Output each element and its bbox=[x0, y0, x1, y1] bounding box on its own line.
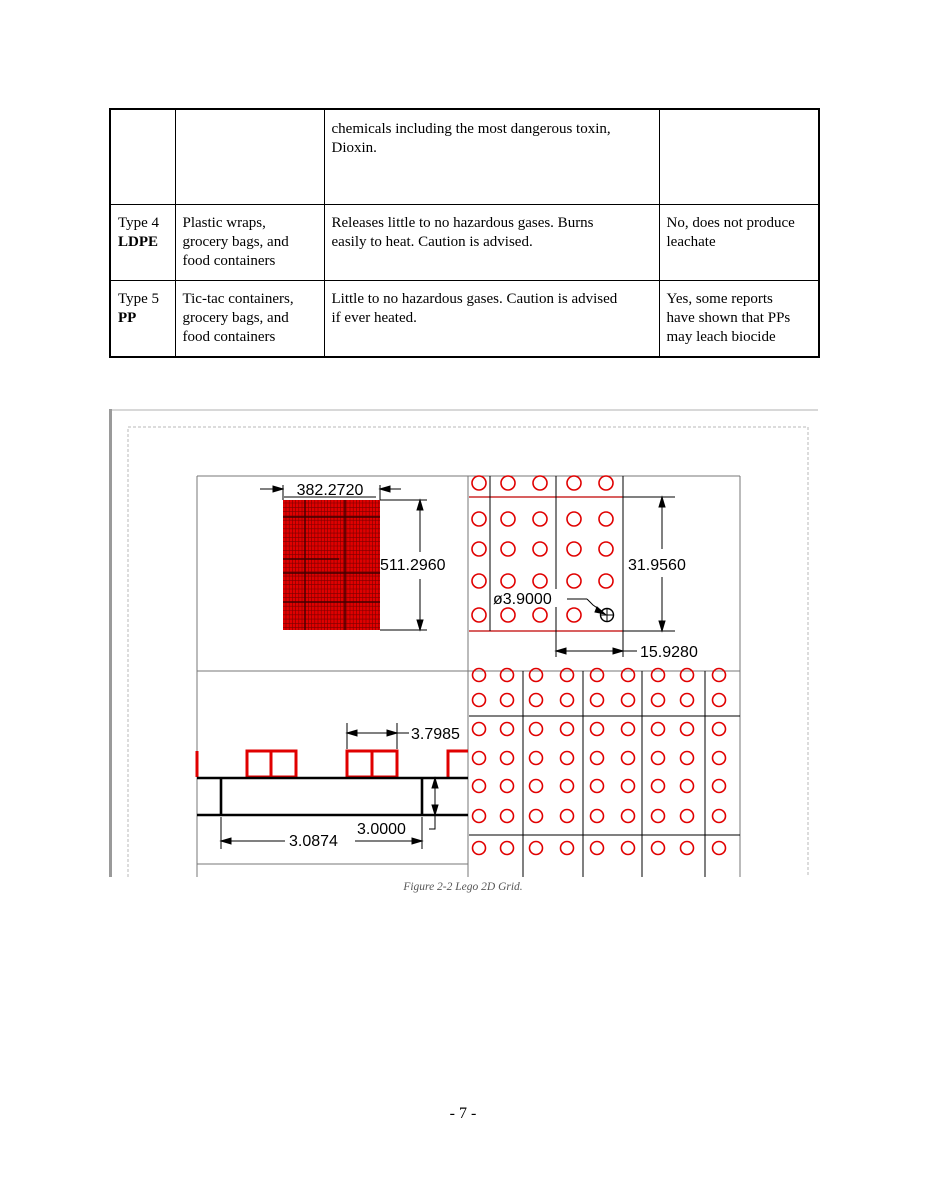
stud-circle bbox=[561, 694, 574, 707]
stud-circle bbox=[533, 574, 547, 588]
products-line: grocery bags, and bbox=[182, 234, 289, 250]
stud-circle bbox=[501, 723, 514, 736]
dimension-label: 31.9560 bbox=[628, 557, 686, 574]
dimension-label: 3.0000 bbox=[357, 821, 406, 838]
stud-circle bbox=[652, 694, 665, 707]
stud-circle bbox=[473, 810, 486, 823]
products-line: grocery bags, and bbox=[182, 310, 289, 326]
stud-circle bbox=[501, 512, 515, 526]
stud-circle bbox=[530, 669, 543, 682]
stud-circle bbox=[599, 574, 613, 588]
stud-circle bbox=[533, 542, 547, 556]
stud-circle bbox=[622, 752, 635, 765]
stud-circle bbox=[561, 723, 574, 736]
stud-circle bbox=[599, 542, 613, 556]
effects-line: Dioxin. bbox=[331, 140, 377, 156]
stud-circle bbox=[473, 669, 486, 682]
page-number: - 7 - bbox=[449, 1105, 477, 1122]
stud-circle bbox=[501, 608, 515, 622]
effects-line: Releases little to no hazardous gases. Burns bbox=[331, 215, 594, 231]
stud-circle bbox=[681, 842, 694, 855]
stud-circle bbox=[501, 574, 515, 588]
stud-circle bbox=[530, 842, 543, 855]
brick-profile bbox=[197, 778, 468, 815]
stud-profiles bbox=[197, 751, 468, 777]
stud-circle bbox=[652, 842, 665, 855]
stud-circle bbox=[713, 723, 726, 736]
stud-circle bbox=[681, 810, 694, 823]
stud-grid-panel bbox=[469, 669, 740, 878]
stud-circle bbox=[713, 669, 726, 682]
stud-circle bbox=[567, 574, 581, 588]
stud-circle bbox=[473, 694, 486, 707]
stud-circle bbox=[567, 542, 581, 556]
stud-circle bbox=[501, 752, 514, 765]
stud-diameter-leader bbox=[567, 599, 614, 622]
effects-line: chemicals including the most dangerous toxin, bbox=[331, 121, 611, 137]
stud-circle bbox=[501, 669, 514, 682]
type-cell bbox=[110, 109, 175, 205]
type-code: PP bbox=[118, 310, 137, 326]
leachate-line: No, does not produce bbox=[666, 215, 795, 231]
stud-circle bbox=[713, 780, 726, 793]
red-grid-panel bbox=[283, 500, 380, 630]
type-code: LDPE bbox=[118, 234, 159, 250]
plastics-table bbox=[109, 108, 820, 358]
dimension-label: 3.0874 bbox=[289, 833, 338, 850]
stud-circle bbox=[501, 476, 515, 490]
stud-circle bbox=[530, 752, 543, 765]
stud-circle bbox=[472, 512, 486, 526]
products-cell bbox=[175, 109, 324, 205]
stud-circle bbox=[561, 810, 574, 823]
cad-drawing bbox=[109, 409, 818, 877]
stud-circle bbox=[652, 780, 665, 793]
stud-circle bbox=[652, 723, 665, 736]
leachate-line: leachate bbox=[666, 234, 716, 250]
stud-circle bbox=[473, 723, 486, 736]
stud-circle bbox=[599, 512, 613, 526]
stud-circle bbox=[713, 752, 726, 765]
stud-circle bbox=[713, 694, 726, 707]
stud-circle bbox=[599, 476, 613, 490]
stud-circle bbox=[473, 780, 486, 793]
stud-circle bbox=[567, 476, 581, 490]
stud-circle bbox=[622, 694, 635, 707]
stud-circle bbox=[567, 512, 581, 526]
stud-circle bbox=[713, 810, 726, 823]
stud-circle bbox=[681, 669, 694, 682]
products-line: Tic-tac containers, bbox=[182, 291, 294, 307]
stud-circle bbox=[622, 780, 635, 793]
leachate-cell bbox=[659, 281, 819, 358]
stud-circle bbox=[713, 842, 726, 855]
stud-circle bbox=[473, 752, 486, 765]
products-cell bbox=[175, 205, 324, 281]
products-line: food containers bbox=[182, 329, 276, 345]
stud-circle bbox=[530, 810, 543, 823]
stud-circle bbox=[561, 780, 574, 793]
stud-circle bbox=[533, 608, 547, 622]
panel-frames bbox=[197, 476, 740, 877]
stud-circle bbox=[501, 780, 514, 793]
stud-circle bbox=[591, 723, 604, 736]
effects-cell bbox=[324, 281, 659, 358]
type-cell bbox=[110, 281, 175, 358]
dimension-brick-width bbox=[556, 631, 637, 657]
leachate-cell bbox=[659, 205, 819, 281]
stud-circle bbox=[591, 810, 604, 823]
grid-black-lines bbox=[469, 671, 740, 877]
type-number: Type 4 bbox=[118, 215, 160, 231]
stud-circle bbox=[622, 723, 635, 736]
stud-circle bbox=[561, 669, 574, 682]
stud-circle bbox=[591, 780, 604, 793]
effects-line: Little to no hazardous gases. Caution is advised bbox=[331, 291, 618, 307]
stud-circle bbox=[681, 723, 694, 736]
leachate-line: Yes, some reports bbox=[666, 291, 773, 307]
stud-circle bbox=[652, 669, 665, 682]
stud-circle bbox=[501, 842, 514, 855]
table-row bbox=[110, 205, 819, 281]
stud-circle bbox=[473, 842, 486, 855]
stud-circle bbox=[622, 842, 635, 855]
stud-circle bbox=[567, 608, 581, 622]
stud-circle bbox=[681, 752, 694, 765]
stud-circle bbox=[591, 669, 604, 682]
dimension-label: 3.7985 bbox=[411, 726, 460, 743]
stud-circle bbox=[530, 780, 543, 793]
stud-circle bbox=[681, 694, 694, 707]
stud-circle bbox=[652, 752, 665, 765]
products-line: Plastic wraps, bbox=[182, 215, 266, 231]
figure-caption: Figure 2-2 Lego 2D Grid. bbox=[403, 881, 523, 893]
leachate-line: may leach biocide bbox=[666, 329, 776, 345]
stud-circle bbox=[501, 694, 514, 707]
dimension-label: 511.2960 bbox=[380, 557, 446, 574]
stud-circle bbox=[501, 810, 514, 823]
stud-circle bbox=[561, 842, 574, 855]
dimension-label: 382.2720 bbox=[296, 482, 364, 499]
stud-circle bbox=[681, 780, 694, 793]
stud-circle bbox=[472, 476, 486, 490]
leachate-cell bbox=[659, 109, 819, 205]
stud-circle bbox=[591, 752, 604, 765]
effects-cell bbox=[324, 109, 659, 205]
stud-circle bbox=[622, 810, 635, 823]
effects-line: if ever heated. bbox=[331, 310, 417, 326]
stud-circle bbox=[533, 512, 547, 526]
type-cell bbox=[110, 205, 175, 281]
stud-circle bbox=[533, 476, 547, 490]
stud-circle bbox=[591, 694, 604, 707]
stud-circle bbox=[472, 608, 486, 622]
effects-cell bbox=[324, 205, 659, 281]
stud-circle bbox=[472, 542, 486, 556]
products-line: food containers bbox=[182, 253, 276, 269]
dimension-bottom-height bbox=[424, 778, 441, 829]
stud-circle bbox=[622, 669, 635, 682]
stud-circle bbox=[652, 810, 665, 823]
stud-circle bbox=[591, 842, 604, 855]
stud-circle bbox=[561, 752, 574, 765]
stud-circle bbox=[501, 542, 515, 556]
table-row bbox=[110, 281, 819, 358]
effects-line: easily to heat. Caution is advised. bbox=[331, 234, 533, 250]
figure-lego-2d-grid bbox=[109, 409, 818, 877]
stud-circle bbox=[472, 574, 486, 588]
products-cell bbox=[175, 281, 324, 358]
stud-circle bbox=[530, 694, 543, 707]
dimension-label: 15.9280 bbox=[640, 644, 698, 661]
table-row bbox=[110, 109, 819, 205]
stud-circle bbox=[530, 723, 543, 736]
dimension-stud-spacing bbox=[347, 723, 409, 749]
type-number: Type 5 bbox=[118, 291, 160, 307]
dimension-label: ø3.9000 bbox=[493, 591, 552, 608]
stud-circles bbox=[473, 669, 726, 855]
leachate-line: have shown that PPs bbox=[666, 310, 791, 326]
